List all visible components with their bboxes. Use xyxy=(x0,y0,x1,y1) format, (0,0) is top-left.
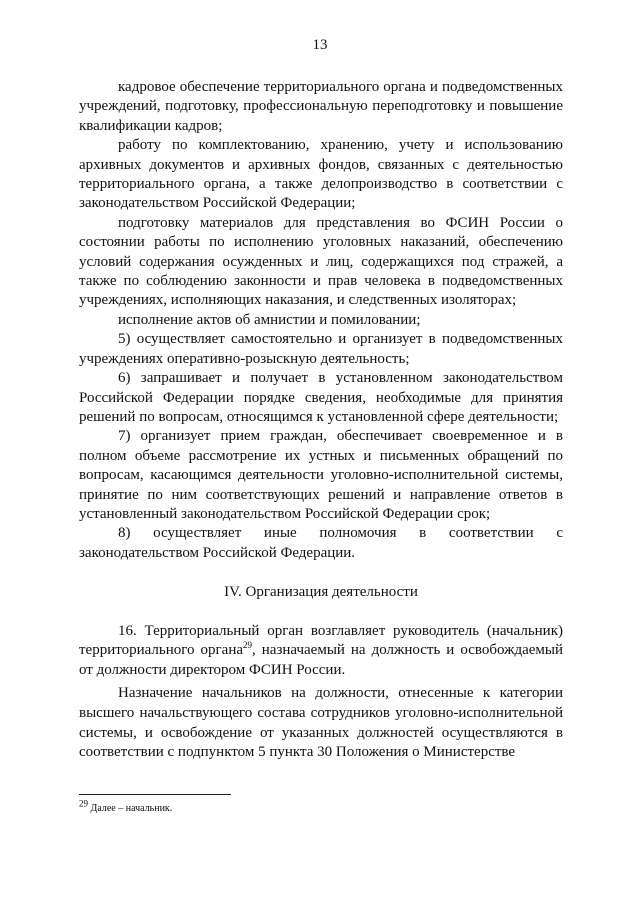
paragraph: 5) осуществляет самостоятельно и организует в подведомственных учреждениях оперативно-розыскную деятельность; xyxy=(79,331,563,367)
paragraph-16 xyxy=(79,622,563,681)
paragraph: 7) организует прием граждан, обеспечивает своевременное и в полном объеме рассмотрение их устных и письменных обращений по вопросам, касающимся деятельности уголовно-исполнительной системы, принятие по ним соответствующих решений и направление ответов в установленный законодательством Российской Федерации срок; xyxy=(79,428,563,522)
section-title: IV. Организация деятельности xyxy=(224,584,418,601)
paragraph-16-text-end: , назначаемый на должность и освобождаемый от должности директором ФСИН России. xyxy=(79,642,563,678)
paragraph-17: Назначение начальников на должности, отнесенные к категории высшего начальствующего состава сотрудников уголовно-исполнительной системы, и освобождение от указанных должностей осуществляются в соответствии с подпунктом 5 пункта 30 Положения о Министерстве xyxy=(79,685,563,761)
paragraph: кадровое обеспечение территориального органа и подведомственных учреждений, подготовку, профессиональную переподготовку и повышение квалификации кадров; xyxy=(79,79,563,134)
footnote-reference[interactable]: 29 xyxy=(243,640,253,651)
document-body xyxy=(79,78,563,763)
paragraph-16-text-start: 16. Территориальный орган возглавляет руководитель (начальник) территориального органа xyxy=(79,622,563,659)
page-number: 13 xyxy=(312,37,328,53)
paragraph: 6) запрашивает и получает в установленном законодательством Российской Федерации порядке сведения, необходимые для принятия решений по вопросам, относящимся к установленной сфере деятельности; xyxy=(79,370,563,425)
paragraph: подготовку материалов для представления во ФСИН России о состоянии работы по исполнению уголовных наказаний, обеспечению условий содержания осужденных и лиц, содержащихся под стражей, а также по соблюдению законности и прав человека в подведомственных учреждениях, исполняющих наказания, и следственных изоляторах; xyxy=(79,214,563,309)
footnote-divider xyxy=(79,794,231,795)
paragraph: исполнение актов об амнистии и помиловании; xyxy=(118,311,421,328)
footnote-number: 29 xyxy=(79,798,88,809)
footnote-text: Далее – начальник. xyxy=(88,803,173,814)
paragraph: работу по комплектованию, хранению, учету и использованию архивных документов и архивных фондов, связанных с деятельностью территориального органа, а также делопроизводство в соответствии с законодательством Российской Федерации; xyxy=(79,137,563,212)
footnote xyxy=(79,798,173,815)
paragraph: 8) осуществляет иные полномочия в соответствии с законодательством Российской Федерации. xyxy=(79,525,563,561)
